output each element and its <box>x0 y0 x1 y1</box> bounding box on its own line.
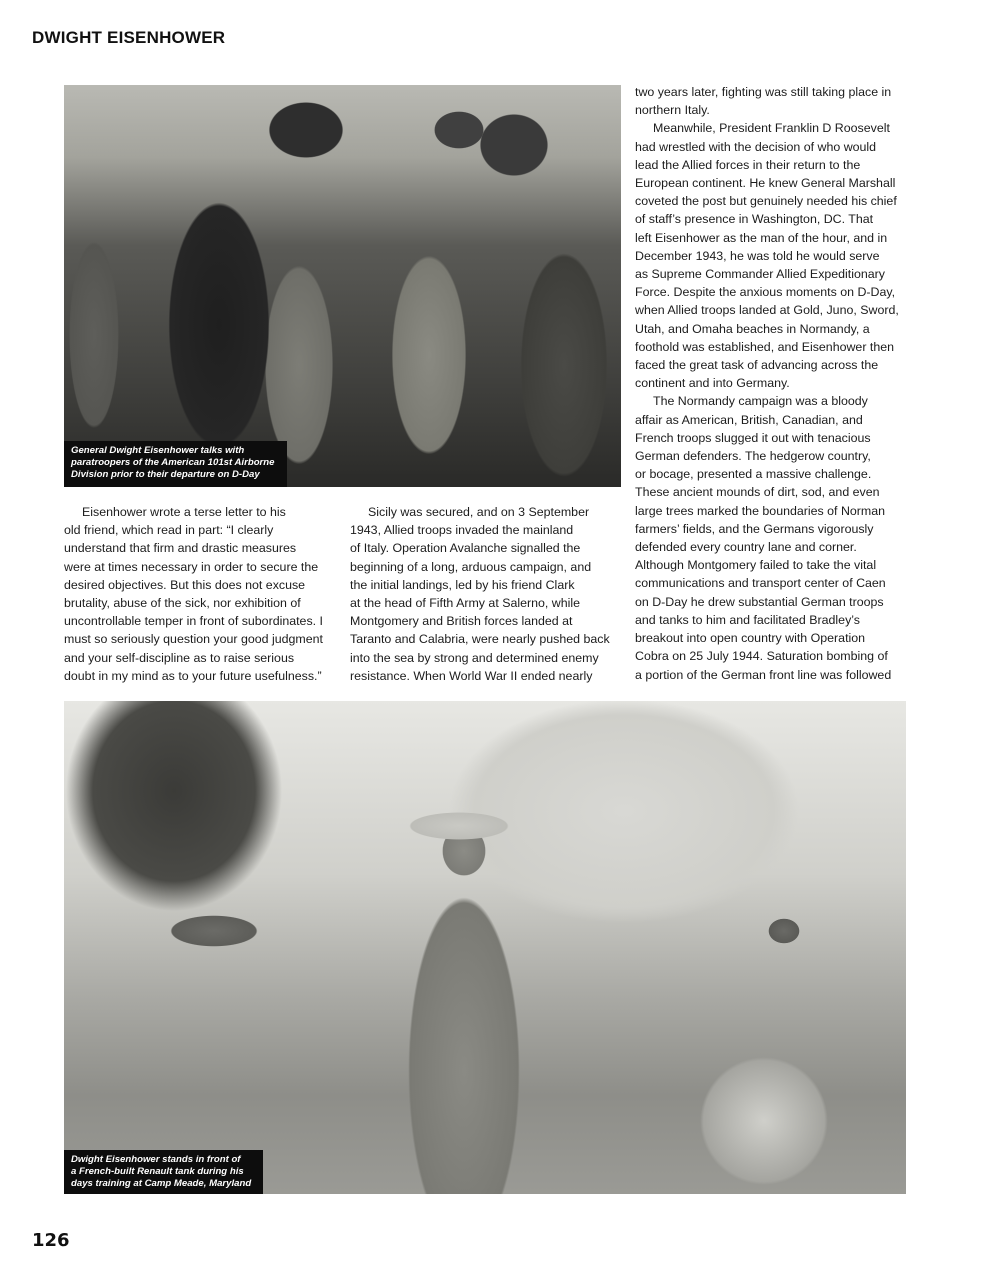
text-line: desired objectives. But this does not excuse <box>64 577 306 592</box>
text-line: a portion of the German front line was followed <box>635 667 892 682</box>
text-column-3 <box>635 83 910 684</box>
text-line: the initial landings, led by his friend Clark <box>350 577 575 592</box>
text-line: must so seriously question your good judgment <box>64 632 323 647</box>
text-line: doubt in my mind as to your future usefulness.” <box>64 668 322 683</box>
text-line: December 1943, he was told he would serve <box>635 248 880 263</box>
text-line: affair as American, British, Canadian, and <box>635 412 863 427</box>
text-line: Cobra on 25 July 1944. Saturation bombing of <box>635 649 888 664</box>
text-line: old friend, which read in part: “I clearly <box>64 523 274 538</box>
text-line: continent and into Germany. <box>635 376 790 391</box>
caption-line: a French-built Renault tank during his <box>71 1166 244 1177</box>
text-line: at the head of Fifth Army at Salerno, while <box>350 596 581 611</box>
text-line: The Normandy campaign was a bloody <box>653 394 868 409</box>
text-line: Eisenhower wrote a terse letter to his <box>82 505 286 519</box>
text-line: Meanwhile, President Franklin D Roosevelt <box>653 121 890 136</box>
caption-line: Division prior to their departure on D-Day <box>71 469 260 480</box>
text-line: Utah, and Omaha beaches in Normandy, a <box>635 321 870 336</box>
text-line: foothold was established, and Eisenhower then <box>635 339 894 354</box>
photo-eisenhower-paratroopers <box>64 85 621 487</box>
text-line: communications and transport center of Caen <box>635 576 886 591</box>
text-line: French troops slugged it out with tenacious <box>635 430 871 445</box>
caption-line: Dwight Eisenhower stands in front of <box>71 1154 241 1165</box>
text-line: and your self-discipline as to raise serious <box>64 650 295 665</box>
text-line: 1943, Allied troops invaded the mainland <box>350 523 574 538</box>
text-line: as Supreme Commander Allied Expeditionary <box>635 267 886 282</box>
photo-caption <box>64 441 287 487</box>
text-line: Sicily was secured, and on 3 September <box>368 505 590 519</box>
text-line: uncontrollable temper in front of subordinates. I <box>64 614 323 629</box>
running-head: DWIGHT EISENHOWER <box>32 28 226 47</box>
text-line: German defenders. The hedgerow country, <box>635 449 871 464</box>
text-line: understand that firm and drastic measures <box>64 541 297 556</box>
text-line: on D-Day he drew substantial German troops <box>635 594 884 609</box>
text-line: when Allied troops landed at Gold, Juno, Sword, <box>635 303 899 318</box>
text-line: faced the great task of advancing across the <box>635 358 879 373</box>
text-line: lead the Allied forces in their return to the <box>635 157 861 172</box>
text-line: European continent. He knew General Marshall <box>635 176 896 191</box>
text-line: brutality, abuse of the sick, nor exhibition of <box>64 596 301 611</box>
text-line: large trees marked the boundaries of Norman <box>635 503 886 518</box>
text-column-1 <box>64 503 339 685</box>
caption-line: paratroopers of the American 101st Airborne <box>71 457 275 468</box>
text-line: Although Montgomery failed to take the vital <box>635 558 877 573</box>
text-line: were at times necessary in order to secure the <box>64 559 319 574</box>
text-line: defended every country lane and corner. <box>635 540 857 555</box>
text-line: Montgomery and British forces landed at <box>350 614 573 629</box>
text-line: and tanks to him and facilitated Bradley’s <box>635 612 860 627</box>
text-line: Taranto and Calabria, were nearly pushed back <box>350 632 610 647</box>
text-line: had wrestled with the decision of who would <box>635 139 877 154</box>
photo-eisenhower-renault-tank <box>64 701 906 1194</box>
text-line: left Eisenhower as the man of the hour, and in <box>635 230 888 245</box>
text-column-2 <box>350 503 625 685</box>
text-line: into the sea by strong and determined enemy <box>350 650 599 665</box>
page-number: 126 <box>32 1230 70 1251</box>
text-line: beginning of a long, arduous campaign, and <box>350 559 592 574</box>
caption-line: General Dwight Eisenhower talks with <box>71 445 245 456</box>
caption-line: days training at Camp Meade, Maryland <box>71 1178 252 1189</box>
text-line: northern Italy. <box>635 103 710 118</box>
text-line: of Italy. Operation Avalanche signalled the <box>350 541 581 556</box>
text-line: Force. Despite the anxious moments on D-Day, <box>635 285 896 300</box>
text-line: or bocage, presented a massive challenge. <box>635 467 872 482</box>
text-line: breakout into open country with Operation <box>635 631 866 646</box>
text-line: of staff’s presence in Washington, DC. That <box>635 212 874 227</box>
text-line: farmers’ fields, and the Germans vigorously <box>635 521 874 536</box>
text-line: two years later, fighting was still taking place in <box>635 85 892 99</box>
text-line: These ancient mounds of dirt, sod, and even <box>635 485 880 500</box>
text-line: resistance. When World War II ended nearly <box>350 668 593 683</box>
photo-caption <box>64 1150 263 1194</box>
text-line: coveted the post but genuinely needed his chief <box>635 194 897 209</box>
